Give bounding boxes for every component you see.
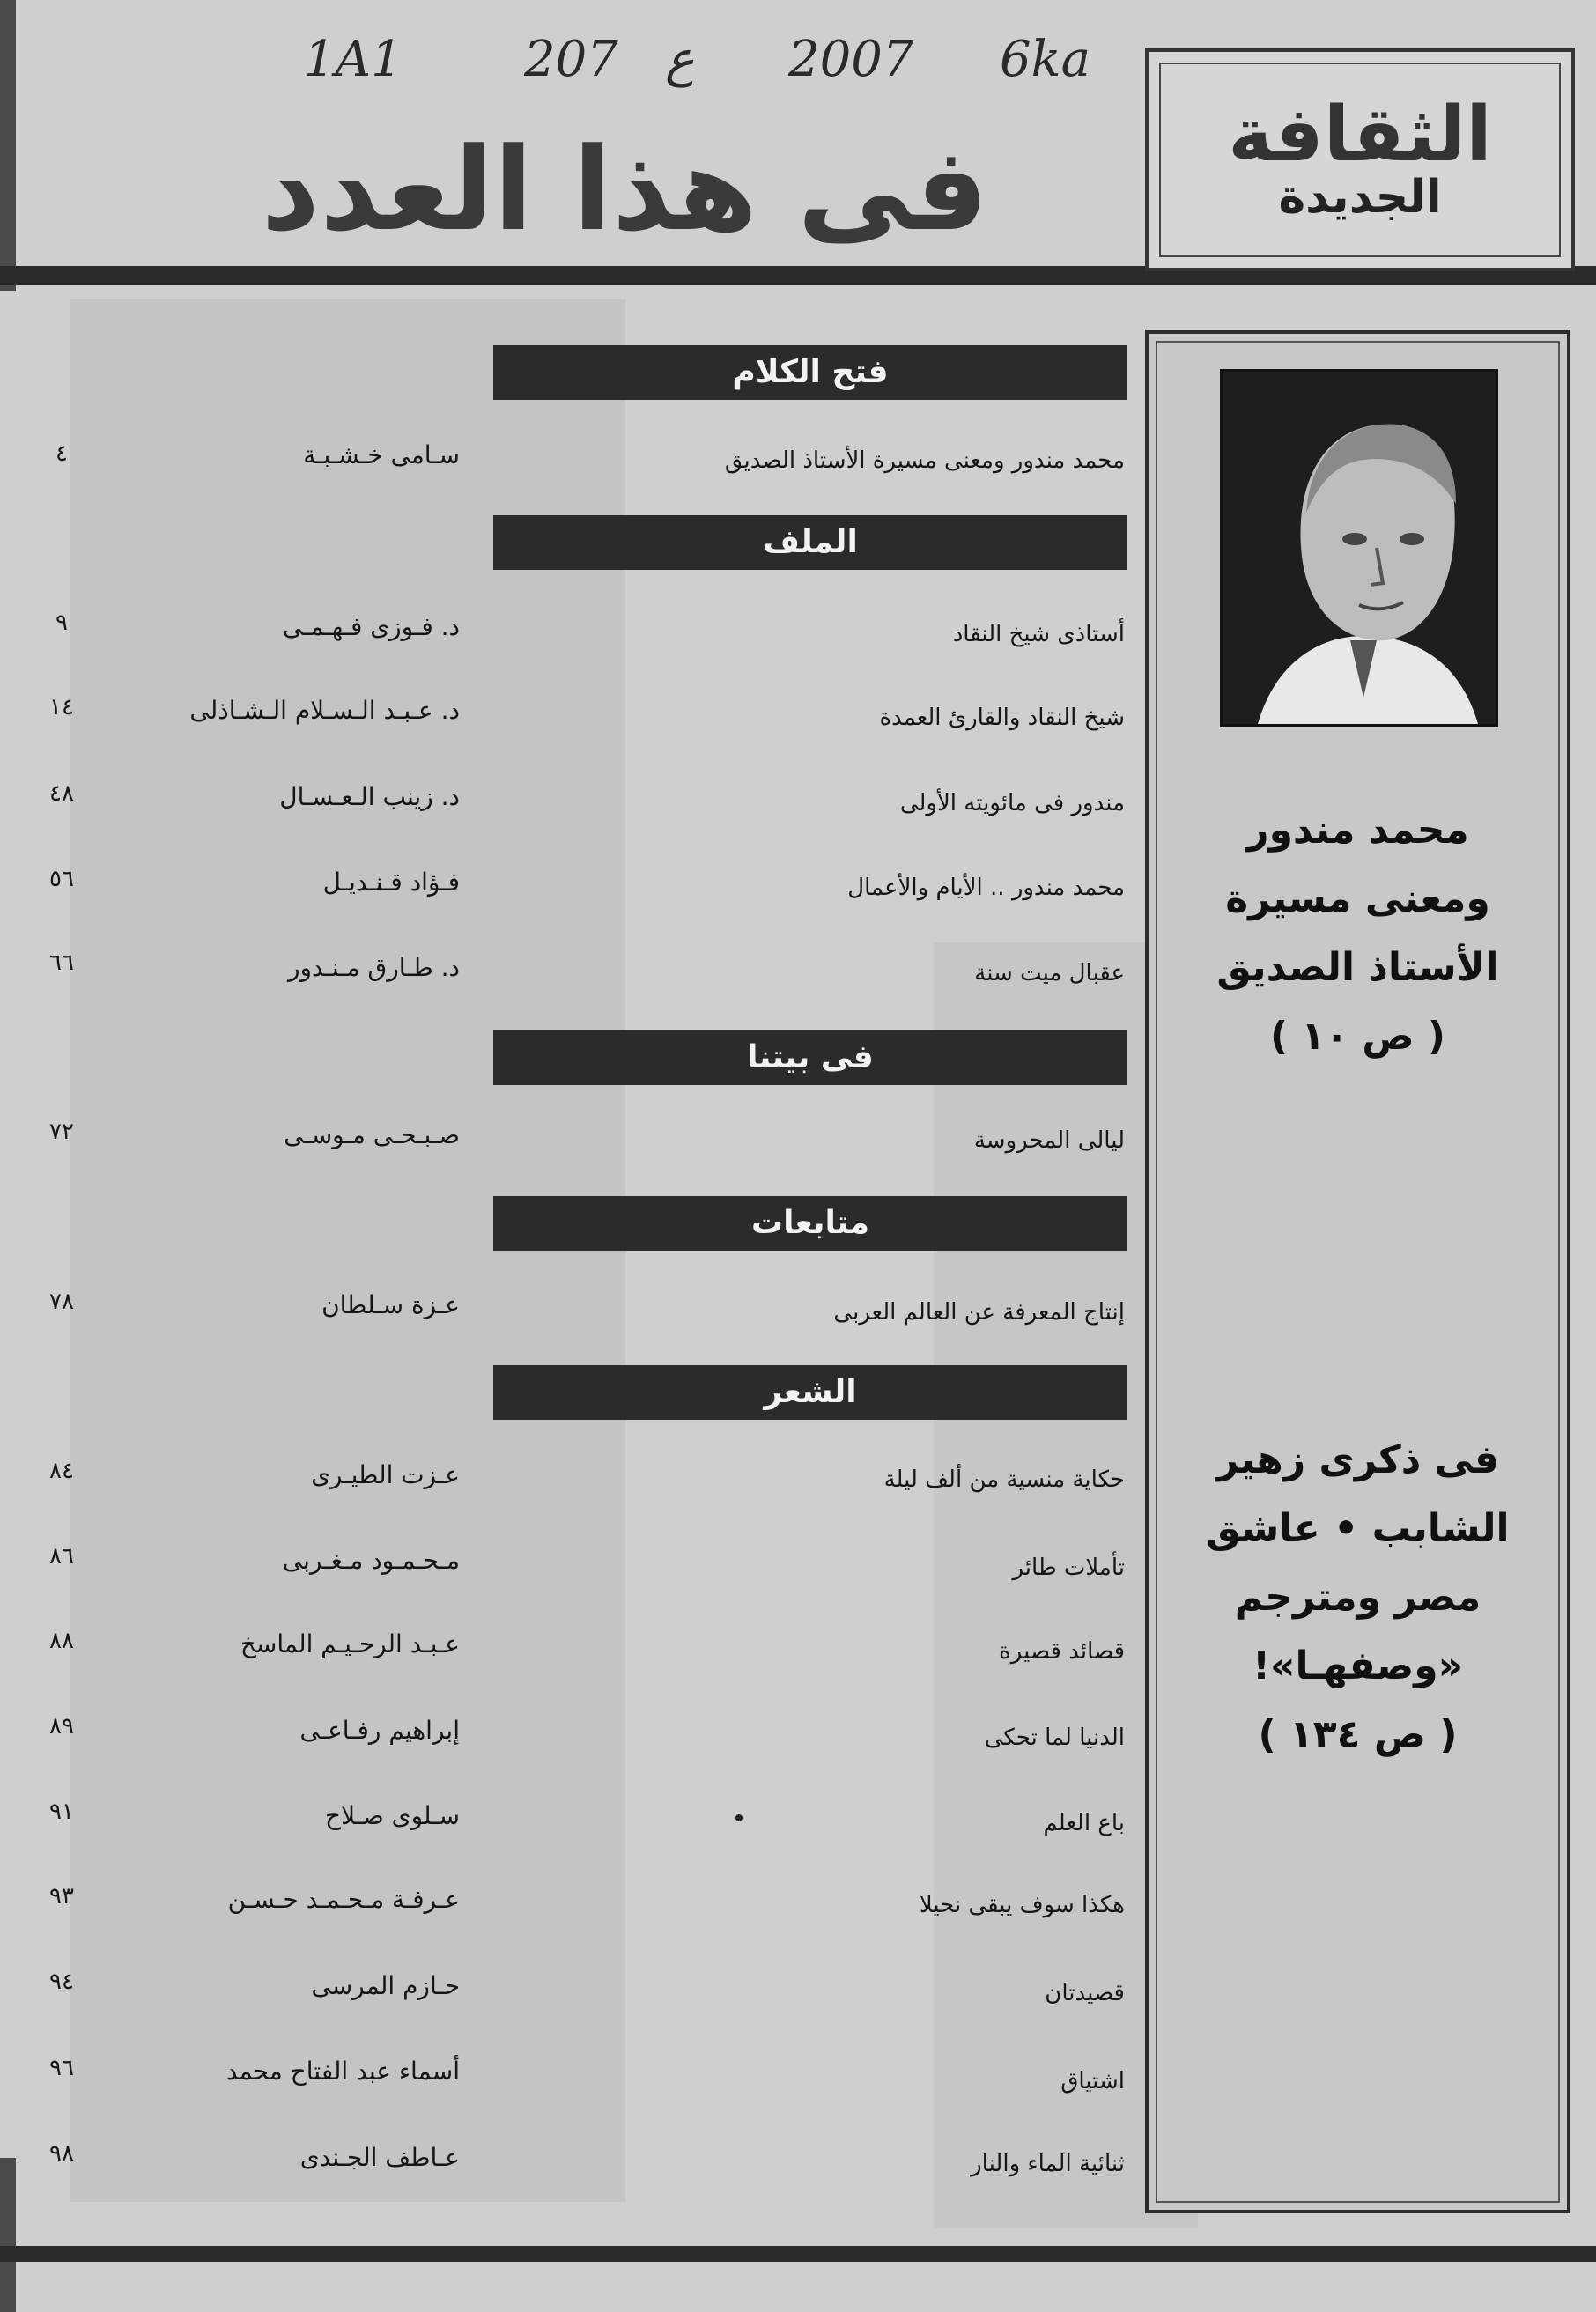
feature-story-2 <box>1175 1426 1541 1769</box>
toc-article-title[interactable]: ثنائية الماء والنار <box>971 2151 1125 2177</box>
feature-line: محمد مندور <box>1246 808 1469 853</box>
logo-sub-text: الجديدة <box>1278 170 1442 224</box>
toc-page-number: ٩٤ <box>49 1969 74 1995</box>
toc-author: عـرفـة مـحـمـد حـسـن <box>227 1885 460 1914</box>
handwritten-note: 2007 <box>788 31 914 88</box>
toc-article-title[interactable]: محمد مندور ومعنى مسيرة الأستاذ الصديق <box>724 447 1125 474</box>
toc-author: سـامى خـشـبـة <box>303 440 460 469</box>
toc-page-number: ٧٨ <box>49 1289 74 1315</box>
ink-dot <box>735 1814 743 1821</box>
feature-line: فى ذكرى زهير <box>1216 1437 1499 1482</box>
feature-line: مصر ومترجم <box>1234 1575 1481 1620</box>
toc-page-number: ٨٤ <box>49 1458 74 1484</box>
handwritten-note: 6ka <box>1000 31 1090 88</box>
toc-author: د. عـبـد الـسـلام الـشـاذلى <box>189 696 460 725</box>
toc-article-title[interactable]: قصيدتان <box>1045 1980 1125 2006</box>
section-heading: الشعر <box>493 1365 1127 1420</box>
section-heading: فتح الكلام <box>493 345 1127 400</box>
toc-page-number: ٨٨ <box>49 1628 74 1654</box>
toc-article-title[interactable]: شيخ النقاد والقارئ العمدة <box>879 705 1125 731</box>
toc-article-title[interactable]: ليالى المحروسة <box>973 1127 1125 1154</box>
toc-author: عـزت الطيـرى <box>311 1460 460 1489</box>
toc-author: فـؤاد قـنـديـل <box>322 868 460 897</box>
toc-page-number: ٤ <box>55 440 68 467</box>
feature-story-1 <box>1175 796 1541 1071</box>
section-heading: متابعات <box>493 1196 1127 1251</box>
feature-line: ومعنى مسيرة <box>1225 876 1490 921</box>
toc-author: حـازم المرسى <box>311 1971 460 2000</box>
toc-page-number: ٩١ <box>49 1799 74 1825</box>
toc-page-number: ٩٦ <box>49 2055 74 2081</box>
handwritten-note: 1A1 <box>304 31 403 88</box>
toc-article-title[interactable]: اشتياق <box>1060 2068 1125 2094</box>
portrait-illustration <box>1223 372 1496 724</box>
toc-author: عـاطف الجـندى <box>299 2143 460 2172</box>
handwritten-note: 207 <box>524 31 618 88</box>
section-heading: فى بيتنا <box>493 1030 1127 1085</box>
toc-author: عـبـد الرحـيـم الماسخ <box>240 1629 460 1658</box>
toc-article-title[interactable]: قصائد قصيرة <box>999 1638 1125 1665</box>
feature-page-ref: ( ص ١٠ ) <box>1269 1014 1446 1059</box>
magazine-logo <box>1145 48 1575 271</box>
feature-line: الأستاذ الصديق <box>1216 945 1499 990</box>
toc-author: عـزة سـلطان <box>321 1290 460 1319</box>
toc-article-title[interactable]: تأملات طائر <box>1012 1555 1125 1581</box>
toc-page-number: ٩٣ <box>49 1883 74 1909</box>
toc-author: د. طـارق مـنـدور <box>287 953 460 982</box>
feature-line: الشابب • عاشق <box>1206 1506 1510 1551</box>
logo-main-text: الثقافة <box>1228 90 1492 179</box>
page-title: فى هذا العدد <box>261 122 988 256</box>
toc-article-title[interactable]: أستاذى شيخ النقاد <box>952 621 1125 647</box>
toc-page-number: ٦٦ <box>49 949 74 976</box>
toc-article-title[interactable]: الدنيا لما تحكى <box>984 1725 1125 1751</box>
toc-article-title[interactable]: هكذا سوف يبقى نحيلا <box>919 1892 1125 1918</box>
handwritten-note: ع <box>665 31 695 88</box>
toc-author: صـبـحـى مـوسـى <box>284 1120 460 1149</box>
toc-page-number: ٩٨ <box>49 2140 74 2167</box>
toc-page-number: ٧٢ <box>49 1119 74 1145</box>
author-portrait-photo <box>1220 369 1498 727</box>
page-gutter-top <box>0 0 16 291</box>
show-through-area <box>70 299 625 2202</box>
toc-article-title[interactable]: محمد مندور .. الأيام والأعمال <box>847 875 1125 901</box>
toc-page-number: ٩ <box>55 609 68 636</box>
toc-author: د. زينب الـعـسـال <box>279 782 460 811</box>
feature-sidebar-frame <box>1156 341 1560 2203</box>
toc-page-number: ٤٨ <box>49 780 74 807</box>
toc-author: إبراهيم رفـاعـى <box>299 1716 460 1745</box>
toc-article-title[interactable]: عقبال ميت سنة <box>974 960 1125 986</box>
section-heading: الملف <box>493 515 1127 570</box>
toc-author: سـلوى صـلاح <box>325 1801 460 1830</box>
toc-article-title[interactable]: حكاية منسية من ألف ليلة <box>883 1466 1125 1493</box>
feature-sidebar <box>1145 330 1570 2213</box>
logo-frame <box>1159 63 1561 257</box>
page-gutter-bottom <box>0 2158 16 2312</box>
toc-article-title[interactable]: باع العلم <box>1043 1810 1125 1836</box>
toc-article-title[interactable]: إنتاج المعرفة عن العالم العربى <box>833 1299 1125 1326</box>
toc-page-number: ٥٦ <box>49 866 74 892</box>
toc-page-number: ٨٦ <box>49 1543 74 1570</box>
toc-page-number: ١٤ <box>49 694 74 720</box>
footer-rule <box>0 2246 1596 2262</box>
toc-author: د. فـوزى فـهـمـى <box>282 612 460 641</box>
toc-author: أسماء عبد الفتاح محمد <box>225 2057 460 2086</box>
toc-page-number: ٨٩ <box>49 1713 74 1740</box>
toc-author: مـحـمـود مـغـربى <box>282 1546 460 1575</box>
toc-article-title[interactable]: مندور فى مائويته الأولى <box>899 790 1125 816</box>
feature-line: «وصفهـا»! <box>1252 1644 1464 1688</box>
feature-page-ref: ( ص ١٣٤ ) <box>1258 1712 1458 1757</box>
